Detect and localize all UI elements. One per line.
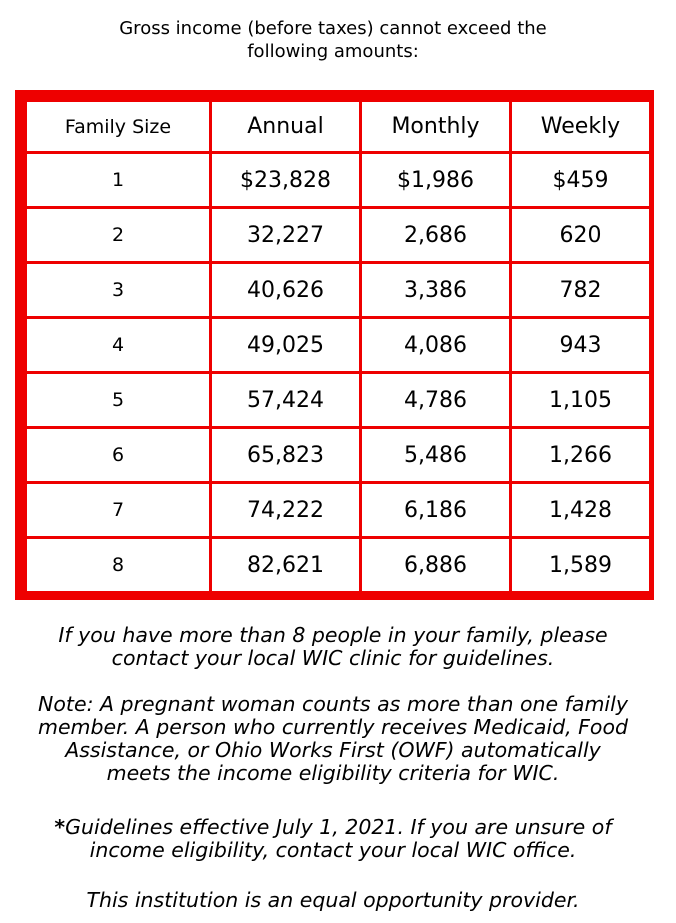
income-guidelines-table — [24, 99, 652, 594]
note-line: member. A person who currently receives Medicaid, Food — [37, 715, 629, 739]
weekly-cell: 943 — [512, 319, 649, 371]
monthly-cell: 2,686 — [362, 209, 509, 261]
annual-cell: 40,626 — [212, 264, 359, 316]
note-line: contact your local WIC clinic for guidelines. — [111, 646, 555, 670]
table-row — [27, 429, 649, 481]
intro-text — [0, 17, 666, 63]
weekly-cell: 620 — [512, 209, 649, 261]
annual-cell: 32,227 — [212, 209, 359, 261]
monthly-cell: 4,786 — [362, 374, 509, 426]
family-size-cell: 7 — [27, 484, 209, 536]
monthly-cell: $1,986 — [362, 154, 509, 206]
note-line: Assistance, or Ohio Works First (OWF) automatically — [65, 738, 601, 762]
note-line: If you have more than 8 people in your family, please — [58, 623, 608, 647]
weekly-cell: 1,105 — [512, 374, 649, 426]
weekly-cell: 1,428 — [512, 484, 649, 536]
family-size-cell: 2 — [27, 209, 209, 261]
pregnant-woman-note — [0, 693, 666, 785]
header-annual: Annual — [212, 102, 359, 151]
annual-cell: $23,828 — [212, 154, 359, 206]
weekly-cell: 1,266 — [512, 429, 649, 481]
header-weekly: Weekly — [512, 102, 649, 151]
effective-date-note — [0, 816, 666, 862]
monthly-cell: 6,186 — [362, 484, 509, 536]
table-row — [27, 374, 649, 426]
note-line: income eligibility, contact your local WIC office. — [89, 838, 577, 862]
header-family-size: Family Size — [27, 102, 209, 151]
more-than-8-note — [0, 624, 666, 670]
family-size-cell: 3 — [27, 264, 209, 316]
family-size-cell: 4 — [27, 319, 209, 371]
annual-cell: 57,424 — [212, 374, 359, 426]
table-row — [27, 319, 649, 371]
annual-cell: 82,621 — [212, 539, 359, 591]
table-row — [27, 539, 649, 591]
annual-cell: 65,823 — [212, 429, 359, 481]
note-line: Note: A pregnant woman counts as more than one family — [38, 692, 628, 716]
note-line — [0, 816, 666, 839]
intro-line-2: following amounts: — [247, 41, 419, 62]
family-size-cell: 1 — [27, 154, 209, 206]
monthly-cell: 6,886 — [362, 539, 509, 591]
table-row — [27, 264, 649, 316]
asterisk: * — [54, 815, 66, 839]
weekly-cell: $459 — [512, 154, 649, 206]
table-row — [27, 154, 649, 206]
annual-cell: 74,222 — [212, 484, 359, 536]
income-table-frame — [15, 90, 654, 600]
table-header-row — [27, 102, 649, 151]
note-line: meets the income eligibility criteria for WIC. — [106, 761, 560, 785]
family-size-cell: 8 — [27, 539, 209, 591]
family-size-cell: 6 — [27, 429, 209, 481]
intro-line-1: Gross income (before taxes) cannot exceed the — [119, 18, 547, 39]
monthly-cell: 3,386 — [362, 264, 509, 316]
weekly-cell: 1,589 — [512, 539, 649, 591]
family-size-cell: 5 — [27, 374, 209, 426]
table-row — [27, 209, 649, 261]
annual-cell: 49,025 — [212, 319, 359, 371]
weekly-cell: 782 — [512, 264, 649, 316]
monthly-cell: 5,486 — [362, 429, 509, 481]
header-monthly: Monthly — [362, 102, 509, 151]
table-row — [27, 484, 649, 536]
effective-line-1: Guidelines effective July 1, 2021. If you are unsure of — [65, 815, 612, 839]
equal-opportunity-statement: This institution is an equal opportunity provider. — [86, 888, 580, 912]
monthly-cell: 4,086 — [362, 319, 509, 371]
